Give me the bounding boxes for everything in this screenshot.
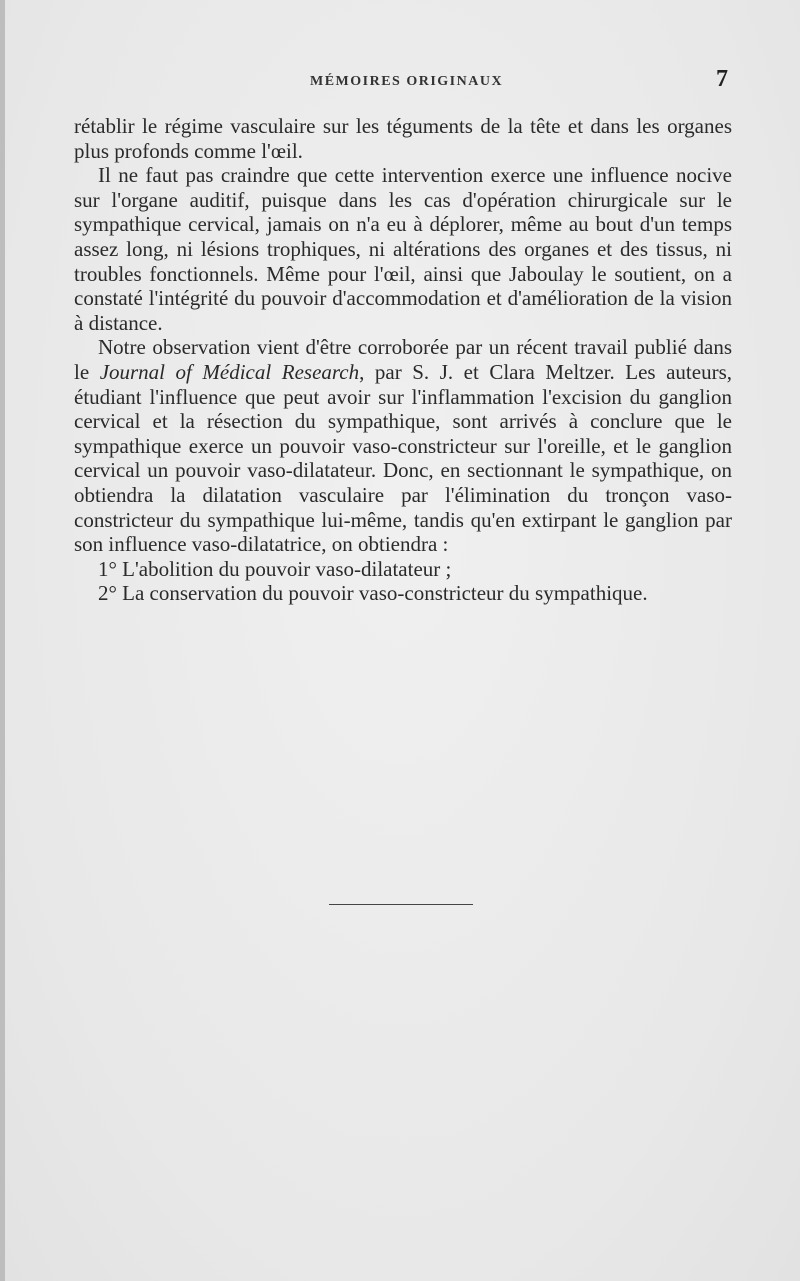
body-text [74,114,732,606]
paragraph-3-text-a: Notre observation vient d'être corroborée par un récent travail publié dans le [74,335,732,384]
journal-title: Journal of Médical Research [99,359,360,384]
page-header [0,66,800,94]
page-edge [0,0,5,1281]
section-divider [329,904,473,905]
paragraph-1: rétablir le régime vasculaire sur les téguments de la tête et dans les organes plus profonds comme l'œil. [74,114,732,163]
list-item-1: 1° L'abolition du pouvoir vaso-dilatateur ; [98,556,452,581]
paragraph-3-text-b: , par S. J. et Clara Meltzer. Les auteurs, étudiant l'influence que peut avoir sur l'inflammation l'excision du ganglion cervical et la résection du sympathique, sont arrivés à conclure que le sympathique exerce un pouvoir vaso-constricteur sur l'oreille, et le ganglion cervical un pouvoir vaso-dilatateur. Donc, en sectionnant le sympathique, on obtiendra la dilatation vasculaire par l'élimination du tronçon vaso-constricteur du sympathique lui-même, tandis qu'en extirpant le ganglion par son influence vaso-dilatatrice, on obtiendra : [74,359,732,557]
running-head: MÉMOIRES ORIGINAUX [310,74,504,89]
page-number: 7 [716,66,728,92]
paragraph-3 [74,335,732,556]
paragraph-2: Il ne faut pas craindre que cette intervention exerce une influence nocive sur l'organe auditif, puisque dans les cas d'opération chirurgicale sur le sympathique cervical, jamais on n'a eu à déplorer, même au bout d'un temps assez long, ni lésions trophiques, ni altérations des organes et des tissus, ni troubles fonctionnels. Même pour l'œil, ainsi que Jaboulay le soutient, on a constaté l'intégrité du pouvoir d'accommodation et d'amélioration de la vision à distance. [74,163,732,335]
list-item-2: 2° La conservation du pouvoir vaso-constricteur du sympathique. [98,581,648,606]
